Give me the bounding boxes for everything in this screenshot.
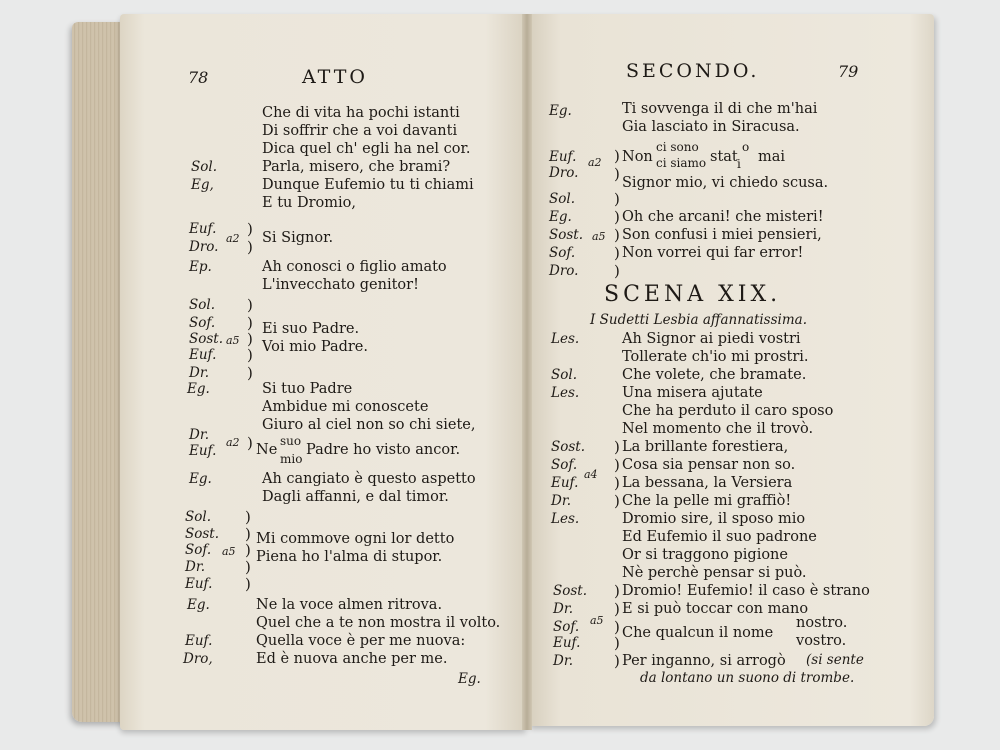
verse-line: Di soffrir che a voi davanti — [262, 123, 458, 139]
book-gutter — [522, 14, 532, 730]
brace: ) — [245, 558, 251, 576]
speaker-label: Sof. — [551, 457, 578, 473]
brace: ) — [247, 296, 253, 314]
speaker-label: Sol. — [185, 509, 211, 525]
speaker-label: Sof. — [185, 542, 212, 558]
variant-nostro: nostro. — [796, 615, 848, 631]
brace: ) — [614, 652, 620, 670]
brace: ) — [614, 582, 620, 600]
verse-line: Che qualcun il nome — [622, 625, 774, 641]
verse-line: Ed Eufemio il suo padrone — [622, 529, 817, 545]
verse-line: Ah conosci o figlio amato — [262, 259, 447, 275]
verse-line: Mi commove ogni lor detto — [256, 531, 455, 547]
speaker-label: Eg, — [191, 177, 214, 193]
ensemble-marker: a4 — [584, 468, 598, 481]
brace: ) — [247, 238, 253, 256]
brace: ) — [614, 190, 620, 208]
verse-line: Dromio sire, il sposo mio — [622, 511, 806, 527]
speaker-label: Eg. — [187, 597, 210, 613]
brace: ) — [614, 165, 620, 183]
ensemble-marker: a5 — [226, 334, 240, 347]
verse-line: Giuro al ciel non so chi siete, — [262, 417, 476, 433]
verse-line: Una misera ajutate — [622, 385, 763, 401]
stage-direction: da lontano un suono di trombe. — [640, 670, 855, 686]
speaker-label: Eg. — [189, 471, 212, 487]
catchword: Eg. — [458, 671, 481, 687]
speaker-label: Sost. — [553, 583, 588, 599]
speaker-label: Euf. — [189, 347, 217, 363]
scene-title: SCENA XIX. — [604, 282, 782, 307]
verse-line: Padre ho visto ancor. — [306, 442, 461, 458]
stage-direction: (si sente — [806, 652, 864, 668]
speaker-label: Dr. — [185, 559, 206, 575]
brace: ) — [245, 575, 251, 593]
speaker-label: Sol. — [189, 297, 215, 313]
speaker-label: Sof. — [553, 619, 580, 635]
speaker-label: Sol. — [551, 367, 577, 383]
verse-line: Ah Signor ai piedi vostri — [622, 331, 801, 347]
verse-line: La bessana, la Versiera — [622, 475, 793, 491]
ensemble-marker: a5 — [592, 230, 606, 243]
speaker-label: Euf. — [189, 221, 217, 237]
brace: ) — [247, 346, 253, 364]
verse-line: Tollerate ch'io mi prostri. — [622, 349, 809, 365]
ensemble-marker: a2 — [588, 156, 602, 169]
verse-line: Parla, misero, che brami? — [262, 159, 451, 175]
brace: ) — [245, 508, 251, 526]
verse-line: Ah cangiato è questo aspetto — [262, 471, 476, 487]
variant-ci-sono: ci sono — [656, 140, 699, 154]
brace: ) — [614, 262, 620, 280]
brace: ) — [247, 314, 253, 332]
speaker-label: Dro. — [549, 165, 579, 181]
verse-line: Nè perchè pensar si può. — [622, 565, 807, 581]
speaker-label: Euf. — [551, 475, 579, 491]
ensemble-marker: a5 — [590, 614, 604, 627]
verse-line: Non — [622, 149, 653, 165]
speaker-label: Sof. — [189, 315, 216, 331]
verse-line: Signor mio, vi chiedo scusa. — [622, 175, 829, 191]
speaker-label: Dro, — [183, 651, 213, 667]
speaker-label: Sost. — [551, 439, 586, 455]
speaker-label: Dr. — [551, 493, 572, 509]
speaker-label: Dr. — [189, 365, 210, 381]
brace: ) — [247, 364, 253, 382]
verse-line: Dunque Eufemio tu ti chiami — [262, 177, 474, 193]
speaker-label: Sol. — [549, 191, 575, 207]
verse-line: Ed è nuova anche per me. — [256, 651, 448, 667]
verse-line: Dagli affanni, e dal timor. — [262, 489, 449, 505]
verse-line: Si tuo Padre — [262, 381, 353, 397]
speaker-label: Euf. — [189, 443, 217, 459]
brace: ) — [614, 244, 620, 262]
brace: ) — [614, 618, 620, 636]
speaker-label: Les. — [551, 511, 580, 527]
verse-line: E tu Dromio, — [262, 195, 356, 211]
speaker-label: Sof. — [549, 245, 576, 261]
variant-mio: mio — [280, 452, 303, 466]
speaker-label: Dr. — [553, 653, 574, 669]
verse-line: Per inganno, si arrogò — [622, 653, 786, 669]
speaker-label: Les. — [551, 385, 580, 401]
speaker-label: Euf. — [185, 576, 213, 592]
brace: ) — [245, 525, 251, 543]
speaker-label: Eg. — [187, 381, 210, 397]
verse-line: Cosa sia pensar non so. — [622, 457, 796, 473]
verse-line: Che volete, che bramate. — [622, 367, 807, 383]
verse-line: Voi mio Padre. — [262, 339, 368, 355]
verse-line: Che di vita ha pochi istanti — [262, 105, 460, 121]
speaker-label: Dro. — [189, 239, 219, 255]
verse-line: Quella voce è per me nuova: — [256, 633, 466, 649]
speaker-label: Ep. — [189, 259, 212, 275]
brace: ) — [614, 634, 620, 652]
speaker-label: Sost. — [185, 526, 220, 542]
speaker-label: Sol. — [191, 159, 217, 175]
brace: ) — [614, 456, 620, 474]
brace: ) — [614, 600, 620, 618]
verse-line: Ne — [256, 442, 278, 458]
speaker-label: Euf. — [549, 149, 577, 165]
verse-line: Oh che arcani! che misteri! — [622, 209, 824, 225]
speaker-label: Dr. — [553, 601, 574, 617]
brace: ) — [614, 492, 620, 510]
variant-o: o — [742, 140, 750, 154]
speaker-label: Eg. — [549, 209, 572, 225]
speaker-label: Dr. — [189, 427, 210, 443]
ensemble-marker: a2 — [226, 232, 240, 245]
verse-line: Gia lasciato in Siracusa. — [622, 119, 800, 135]
brace: ) — [247, 220, 253, 238]
verse-line: La brillante forestiera, — [622, 439, 789, 455]
variant-vostro: vostro. — [796, 633, 847, 649]
verse-line: Che ha perduto il caro sposo — [622, 403, 834, 419]
left-page-number: 78 — [188, 68, 209, 87]
verse-line: Nel momento che il trovò. — [622, 421, 814, 437]
verse-line: L'invecchato genitor! — [262, 277, 419, 293]
brace: ) — [614, 226, 620, 244]
verse-line: Dica quel ch' egli ha nel cor. — [262, 141, 471, 157]
brace: ) — [614, 208, 620, 226]
speaker-label: Eg. — [549, 103, 572, 119]
verse-line: Piena ho l'alma di stupor. — [256, 549, 443, 565]
brace: ) — [614, 438, 620, 456]
speaker-label: Sost. — [549, 227, 584, 243]
verse-line: Ei suo Padre. — [262, 321, 360, 337]
brace: ) — [247, 434, 253, 452]
speaker-label: Euf. — [553, 635, 581, 651]
verse-line: Ne la voce almen ritrova. — [256, 597, 443, 613]
brace: ) — [614, 147, 620, 165]
verse-line: Dromio! Eufemio! il caso è strano — [622, 583, 870, 599]
verse-line: Quel che a te non mostra il volto. — [256, 615, 501, 631]
ensemble-marker: a5 — [222, 545, 236, 558]
verse-line: mai — [758, 149, 786, 165]
verse-line: Or si traggono pigione — [622, 547, 788, 563]
speaker-label: Sost. — [189, 331, 224, 347]
speaker-label: Euf. — [185, 633, 213, 649]
ensemble-marker: a2 — [226, 436, 240, 449]
left-running-head: ATTO — [302, 66, 368, 88]
right-page-number: 79 — [838, 62, 859, 81]
verse-line: Si Signor. — [262, 230, 334, 246]
verse-line: Ambidue mi conoscete — [262, 399, 429, 415]
variant-ci-siamo: ci siamo — [656, 156, 707, 170]
verse-line: stat — [710, 149, 738, 165]
scene-subtitle: I Sudetti Lesbia affannatissima. — [590, 312, 807, 328]
brace: ) — [614, 474, 620, 492]
brace: ) — [247, 330, 253, 348]
variant-i: i — [737, 157, 741, 171]
right-running-head: SECONDO. — [626, 60, 760, 82]
speaker-label: Les. — [551, 331, 580, 347]
verse-line: E si può toccar con mano — [622, 601, 809, 617]
verse-line: Ti sovvenga il di che m'hai — [622, 101, 818, 117]
speaker-label: Dro. — [549, 263, 579, 279]
verse-line: Son confusi i miei pensieri, — [622, 227, 822, 243]
verse-line: Non vorrei qui far error! — [622, 245, 804, 261]
variant-suo: suo — [280, 434, 302, 448]
verse-line: Che la pelle mi graffiò! — [622, 493, 792, 509]
brace: ) — [245, 541, 251, 559]
